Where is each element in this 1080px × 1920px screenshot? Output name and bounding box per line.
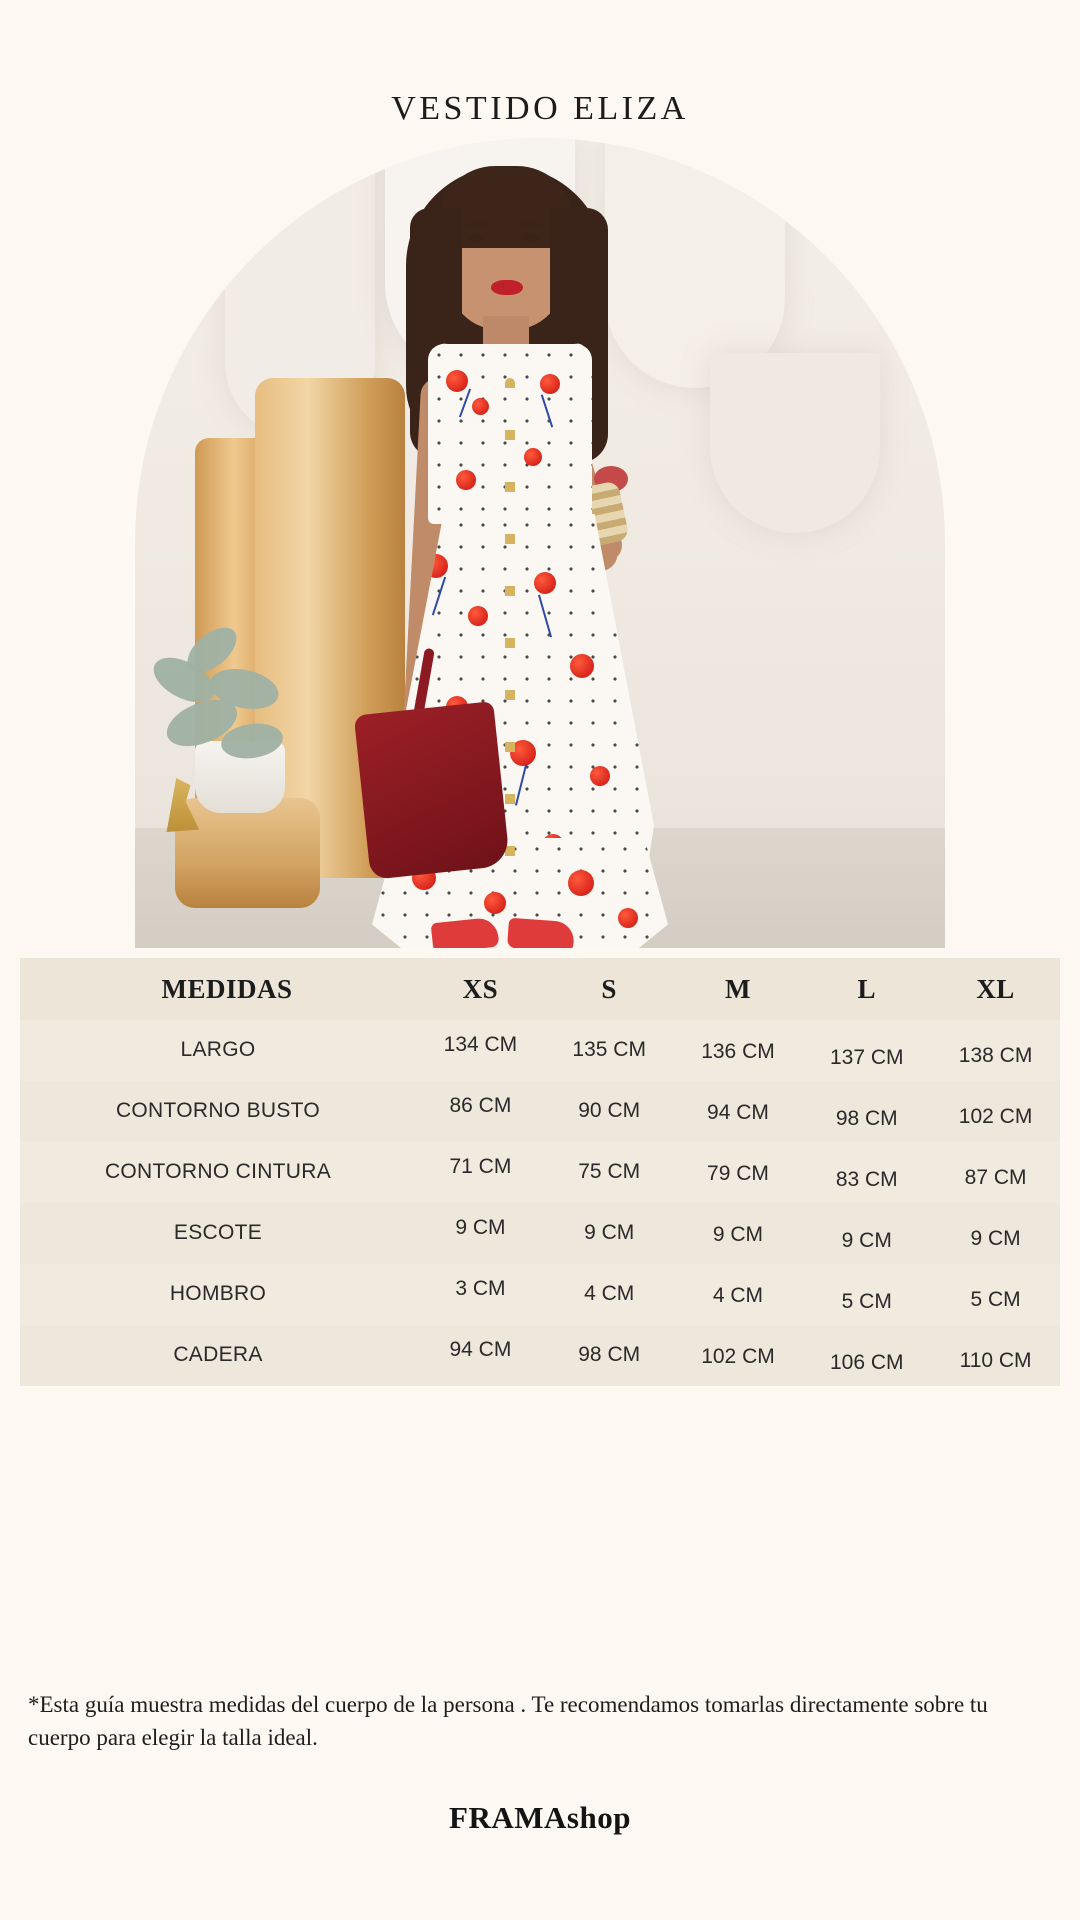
product-photo — [135, 138, 945, 948]
floral-motif — [568, 870, 594, 896]
cell-m: 102 CM — [701, 1345, 775, 1369]
cell-s: 4 CM — [584, 1282, 635, 1306]
wood-stool — [175, 798, 320, 908]
red-handbag — [354, 701, 510, 880]
cell-s: 90 CM — [578, 1099, 641, 1123]
floral-motif — [456, 470, 476, 490]
eye — [522, 234, 539, 242]
eye — [468, 234, 485, 242]
table-row — [20, 1203, 1060, 1264]
cell-s: 135 CM — [572, 1038, 646, 1062]
cell-s: 9 CM — [584, 1221, 635, 1245]
cell-xl: 102 CM — [958, 1105, 1033, 1129]
eyebrow — [466, 222, 488, 227]
row-label: HOMBRO — [169, 1282, 267, 1306]
size-table-head — [20, 958, 1060, 1020]
size-guide-footnote: *Esta guía muestra medidas del cuerpo de la persona . Te recomendamos tomarlas directamente sobre tu cuerpo para elegir la talla ideal. — [28, 1692, 988, 1751]
cell-xs: 134 CM — [443, 1033, 518, 1057]
brand-name: FRAMAshop — [449, 1800, 631, 1835]
cell-l: 9 CM — [841, 1229, 892, 1253]
header-xs: XS — [416, 958, 545, 1020]
size-table — [20, 958, 1060, 1386]
table-header-row — [20, 958, 1060, 1020]
header-l: L — [802, 958, 931, 1020]
lips — [491, 280, 523, 295]
cell-l: 98 CM — [835, 1107, 898, 1131]
cell-m: 136 CM — [701, 1040, 775, 1064]
row-label: ESCOTE — [173, 1221, 263, 1245]
table-row — [20, 1020, 1060, 1081]
model-figure — [300, 148, 720, 948]
cell-l: 83 CM — [835, 1168, 898, 1192]
floral-motif — [534, 572, 556, 594]
table-row — [20, 1264, 1060, 1325]
cell-xl: 138 CM — [958, 1044, 1033, 1068]
header-xl: XL — [931, 958, 1060, 1020]
page-title: VESTIDO ELIZA — [391, 90, 689, 127]
cell-xs: 3 CM — [455, 1277, 506, 1301]
floral-motif — [540, 374, 560, 394]
floral-motif — [468, 606, 488, 626]
cell-xs: 71 CM — [449, 1155, 512, 1179]
header-s: S — [545, 958, 674, 1020]
header-m: M — [674, 958, 803, 1020]
cell-xs: 86 CM — [449, 1094, 512, 1118]
row-label: CADERA — [173, 1343, 263, 1367]
row-label: CONTORNO CINTURA — [104, 1160, 332, 1184]
row-label: LARGO — [180, 1038, 256, 1062]
cell-xs: 94 CM — [449, 1338, 512, 1362]
photo-background — [135, 138, 945, 948]
cell-xs: 9 CM — [455, 1216, 506, 1240]
floral-motif — [524, 448, 542, 466]
cell-xl: 87 CM — [964, 1166, 1027, 1190]
floral-motif — [472, 398, 489, 415]
cell-l: 5 CM — [841, 1290, 892, 1314]
size-table-body — [20, 1020, 1060, 1386]
cell-m: 94 CM — [707, 1101, 769, 1125]
cell-xl: 9 CM — [970, 1227, 1021, 1251]
gold-button-placket — [505, 378, 515, 898]
floral-motif — [484, 892, 506, 914]
table-row — [20, 1081, 1060, 1142]
floral-motif — [570, 654, 594, 678]
floral-motif — [446, 370, 468, 392]
cell-m: 79 CM — [707, 1162, 769, 1186]
cell-s: 98 CM — [578, 1343, 641, 1367]
eyebrow — [520, 222, 542, 227]
table-row — [20, 1142, 1060, 1203]
header-medidas: MEDIDAS — [20, 958, 416, 1020]
cell-xl: 5 CM — [970, 1288, 1021, 1312]
table-row — [20, 1325, 1060, 1386]
row-label: CONTORNO BUSTO — [115, 1099, 321, 1123]
cell-s: 75 CM — [578, 1160, 641, 1184]
cell-xl: 110 CM — [959, 1349, 1032, 1373]
cell-l: 137 CM — [829, 1046, 904, 1070]
cell-m: 9 CM — [712, 1223, 764, 1247]
floral-motif — [590, 766, 610, 786]
wall-panel — [710, 353, 880, 533]
cell-m: 4 CM — [712, 1284, 764, 1308]
floral-motif — [618, 908, 638, 928]
cell-l: 106 CM — [829, 1351, 904, 1375]
